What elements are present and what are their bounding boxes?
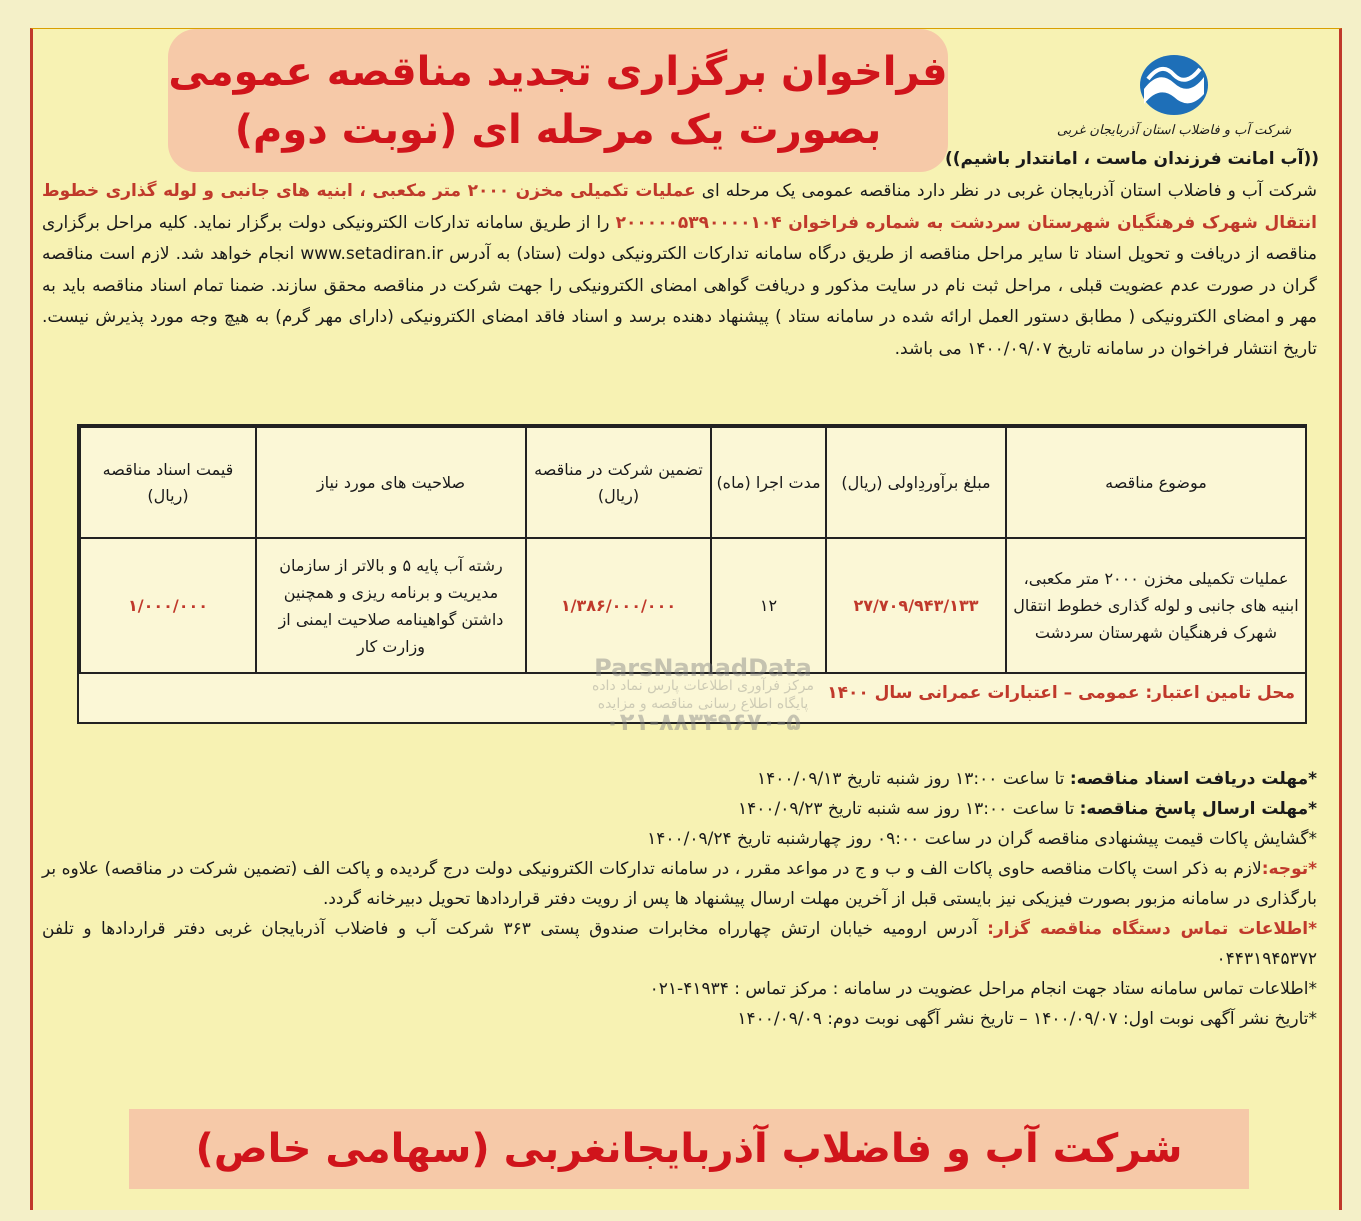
intro-text-2: را از طریق سامانه تدارکات الکترونیکی دولت برگزار نماید. کلیه مراحل برگزاری مناقصه از دریافت و تحویل اسناد تا سایر مراحل مناقصه از طریق درگاه سامانه تدارکات الکترونیکی دولت (ستاد) به آدرس xyxy=(42,212,1318,264)
table-row xyxy=(80,538,1306,673)
cell-duration: ۱۲ xyxy=(711,538,826,673)
watermark-line-1: مرکز فرآوری اطلاعات پارس نماد داده xyxy=(591,678,815,694)
list-item: *مهلت دریافت اسناد مناقصه: تا ساعت ۱۳:۰۰ روز شنبه تاریخ ۱۴۰۰/۰۹/۱۳ xyxy=(756,769,1317,789)
table-header-row xyxy=(80,427,1306,538)
website-link[interactable]: www.setadiran.ir xyxy=(300,244,444,264)
header-estimate: مبلغ برآوردِاولی (ریال) xyxy=(826,427,1006,538)
water-drop-logo-icon xyxy=(1134,49,1214,119)
list-item: *گشایش پاکات قیمت پیشنهادی مناقصه گران در ساعت ۰۹:۰۰ روز چهارشنبه تاریخ ۱۴۰۰/۰۹/۲۴ xyxy=(647,829,1317,849)
advertisement-page xyxy=(30,28,1342,1210)
details-list xyxy=(42,764,1317,1034)
header-doc-price: قیمت اسناد مناقصه (ریال) xyxy=(80,427,256,538)
header-guarantee: تضمین شرکت در مناقصه (ریال) xyxy=(526,427,711,538)
cell-doc-price: ۱/۰۰۰/۰۰۰ xyxy=(80,538,256,673)
watermark-phone: ۰۲۱-۸۸۳۴۹۶۷۰-۵ xyxy=(605,708,801,736)
logo-company-name: شرکت آب و فاضلاب استان آذربایجان غربی xyxy=(1056,123,1292,138)
list-item: *تاریخ نشر آگهی نوبت اول: ۱۴۰۰/۰۹/۰۷ – تاریخ نشر آگهی نوبت دوم: ۱۴۰۰/۰۹/۰۹ xyxy=(737,1009,1317,1029)
header-duration: مدت اجرا (ماه) xyxy=(711,427,826,538)
company-logo xyxy=(1044,49,1304,164)
slogan: ((آب امانت فرزندان ماست ، امانتدار باشیم)) xyxy=(945,149,1319,169)
list-item: *اطلاعات تماس دستگاه مناقصه گزار: آدرس ارومیه خیابان ارتش چهارراه مخابرات صندوق پستی ۳۶۳ شرکت آب و فاضلاب آذربایجان غربی دفتر قراردادها و تلفن ۰۴۴۳۱۹۴۵۳۷۲ xyxy=(42,919,1317,969)
cell-subject: عملیات تکمیلی مخزن ۲۰۰۰ متر مکعبی، ابنیه های جانبی و لوله گذاری خطوط انتقال شهرک فرهنگیان شهرستان سردشت xyxy=(1006,538,1306,673)
list-item: *اطلاعات تماس سامانه ستاد جهت انجام مراحل عضویت در سامانه : مرکز تماس : ۴۱۹۳۴-۰۲۱ xyxy=(649,979,1317,999)
watermark-line-2: پایگاه اطلاع رسانی مناقصه و مزایده xyxy=(597,696,809,712)
title-banner xyxy=(168,29,948,172)
cell-qualification: رشته آب پایه ۵ و بالاتر از سازمان مدیریت و برنامه ریزی و همچنین داشتن گواهینامه صلاحیت ایمنی از وزارت کار xyxy=(256,538,526,673)
intro-paragraph xyxy=(42,176,1317,365)
title-line-2: بصورت یک مرحله ای (نوبت دوم) xyxy=(234,106,882,153)
header-subject: موضوع مناقصه xyxy=(1006,427,1306,538)
cell-guarantee: ۱/۳۸۶/۰۰۰/۰۰۰ xyxy=(526,538,711,673)
header-qualification: صلاحیت های مورد نیاز xyxy=(256,427,526,538)
list-item: *توجه:لازم به ذکر است پاکات مناقصه حاوی پاکات الف و ب و ج در مواعد مقرر ، در سامانه تدارکات الکترونیکی دولت درج گردیده و پاکت الف (تضمین شرکت در مناقصه) علاوه بر بارگذاری در سامانه مزبور بصورت فیزیکی نیز بایستی قبل از آخرین مهلت ارسال پیشنهاد ها پس از رویت دفتر قراردادها تحویل دبیرخانه گردد. xyxy=(42,859,1317,909)
funding-source: محل تامین اعتبار: عمومی – اعتبارات عمرانی سال ۱۴۰۰ xyxy=(827,683,1295,703)
intro-text-3: انجام خواهد شد. لازم است مناقصه گران در صورت عدم عضویت قبلی ، مراحل ثبت نام در سایت مذکور و دریافت گواهی امضای الکترونیکی را جهت شرکت در مناقصه محقق سازند. ضمنا تمام اسناد مناقصه باید به مهر و امضای الکترونیکی ( مطابق دستور العمل ارائه شده در سامانه ستاد ) پیشنهاد دهنده برسد و اسناد فاقد امضای الکترونیکی (دارای مهر گرم) به هیچ وجه مورد پذیرش نیست. تاریخ انتشار فراخوان در سامانه تاریخ ۱۴۰۰/۰۹/۰۷ می باشد. xyxy=(42,244,1317,359)
tender-table-box xyxy=(77,424,1307,724)
footer-company-banner: شرکت آب و فاضلاب آذربایجانغربی (سهامی خاص) xyxy=(129,1109,1249,1189)
title-line-1: فراخوان برگزاری تجدید مناقصه عمومی xyxy=(168,48,948,95)
cell-estimate: ۲۷/۷۰۹/۹۴۳/۱۳۳ xyxy=(826,538,1006,673)
tender-table xyxy=(79,426,1307,674)
list-item: *مهلت ارسال پاسخ مناقصه: تا ساعت ۱۳:۰۰ روز سه شنبه تاریخ ۱۴۰۰/۰۹/۲۳ xyxy=(738,799,1317,819)
watermark-brand: ParsNamadData xyxy=(594,654,812,682)
tender-subject-highlight: عملیات تکمیلی مخزن ۲۰۰۰ متر مکعبی ، ابنیه های جانبی و لوله گذاری خطوط انتقال شهرک فرهنگیان شهرستان سردشت به شماره فراخوان ۲۰۰۰۰۰۵۳۹۰۰۰۰۱۰۴ xyxy=(42,181,1317,233)
intro-text-1: شرکت آب و فاضلاب استان آذربایجان غربی در نظر دارد مناقصه عمومی یک مرحله ای xyxy=(701,181,1318,201)
